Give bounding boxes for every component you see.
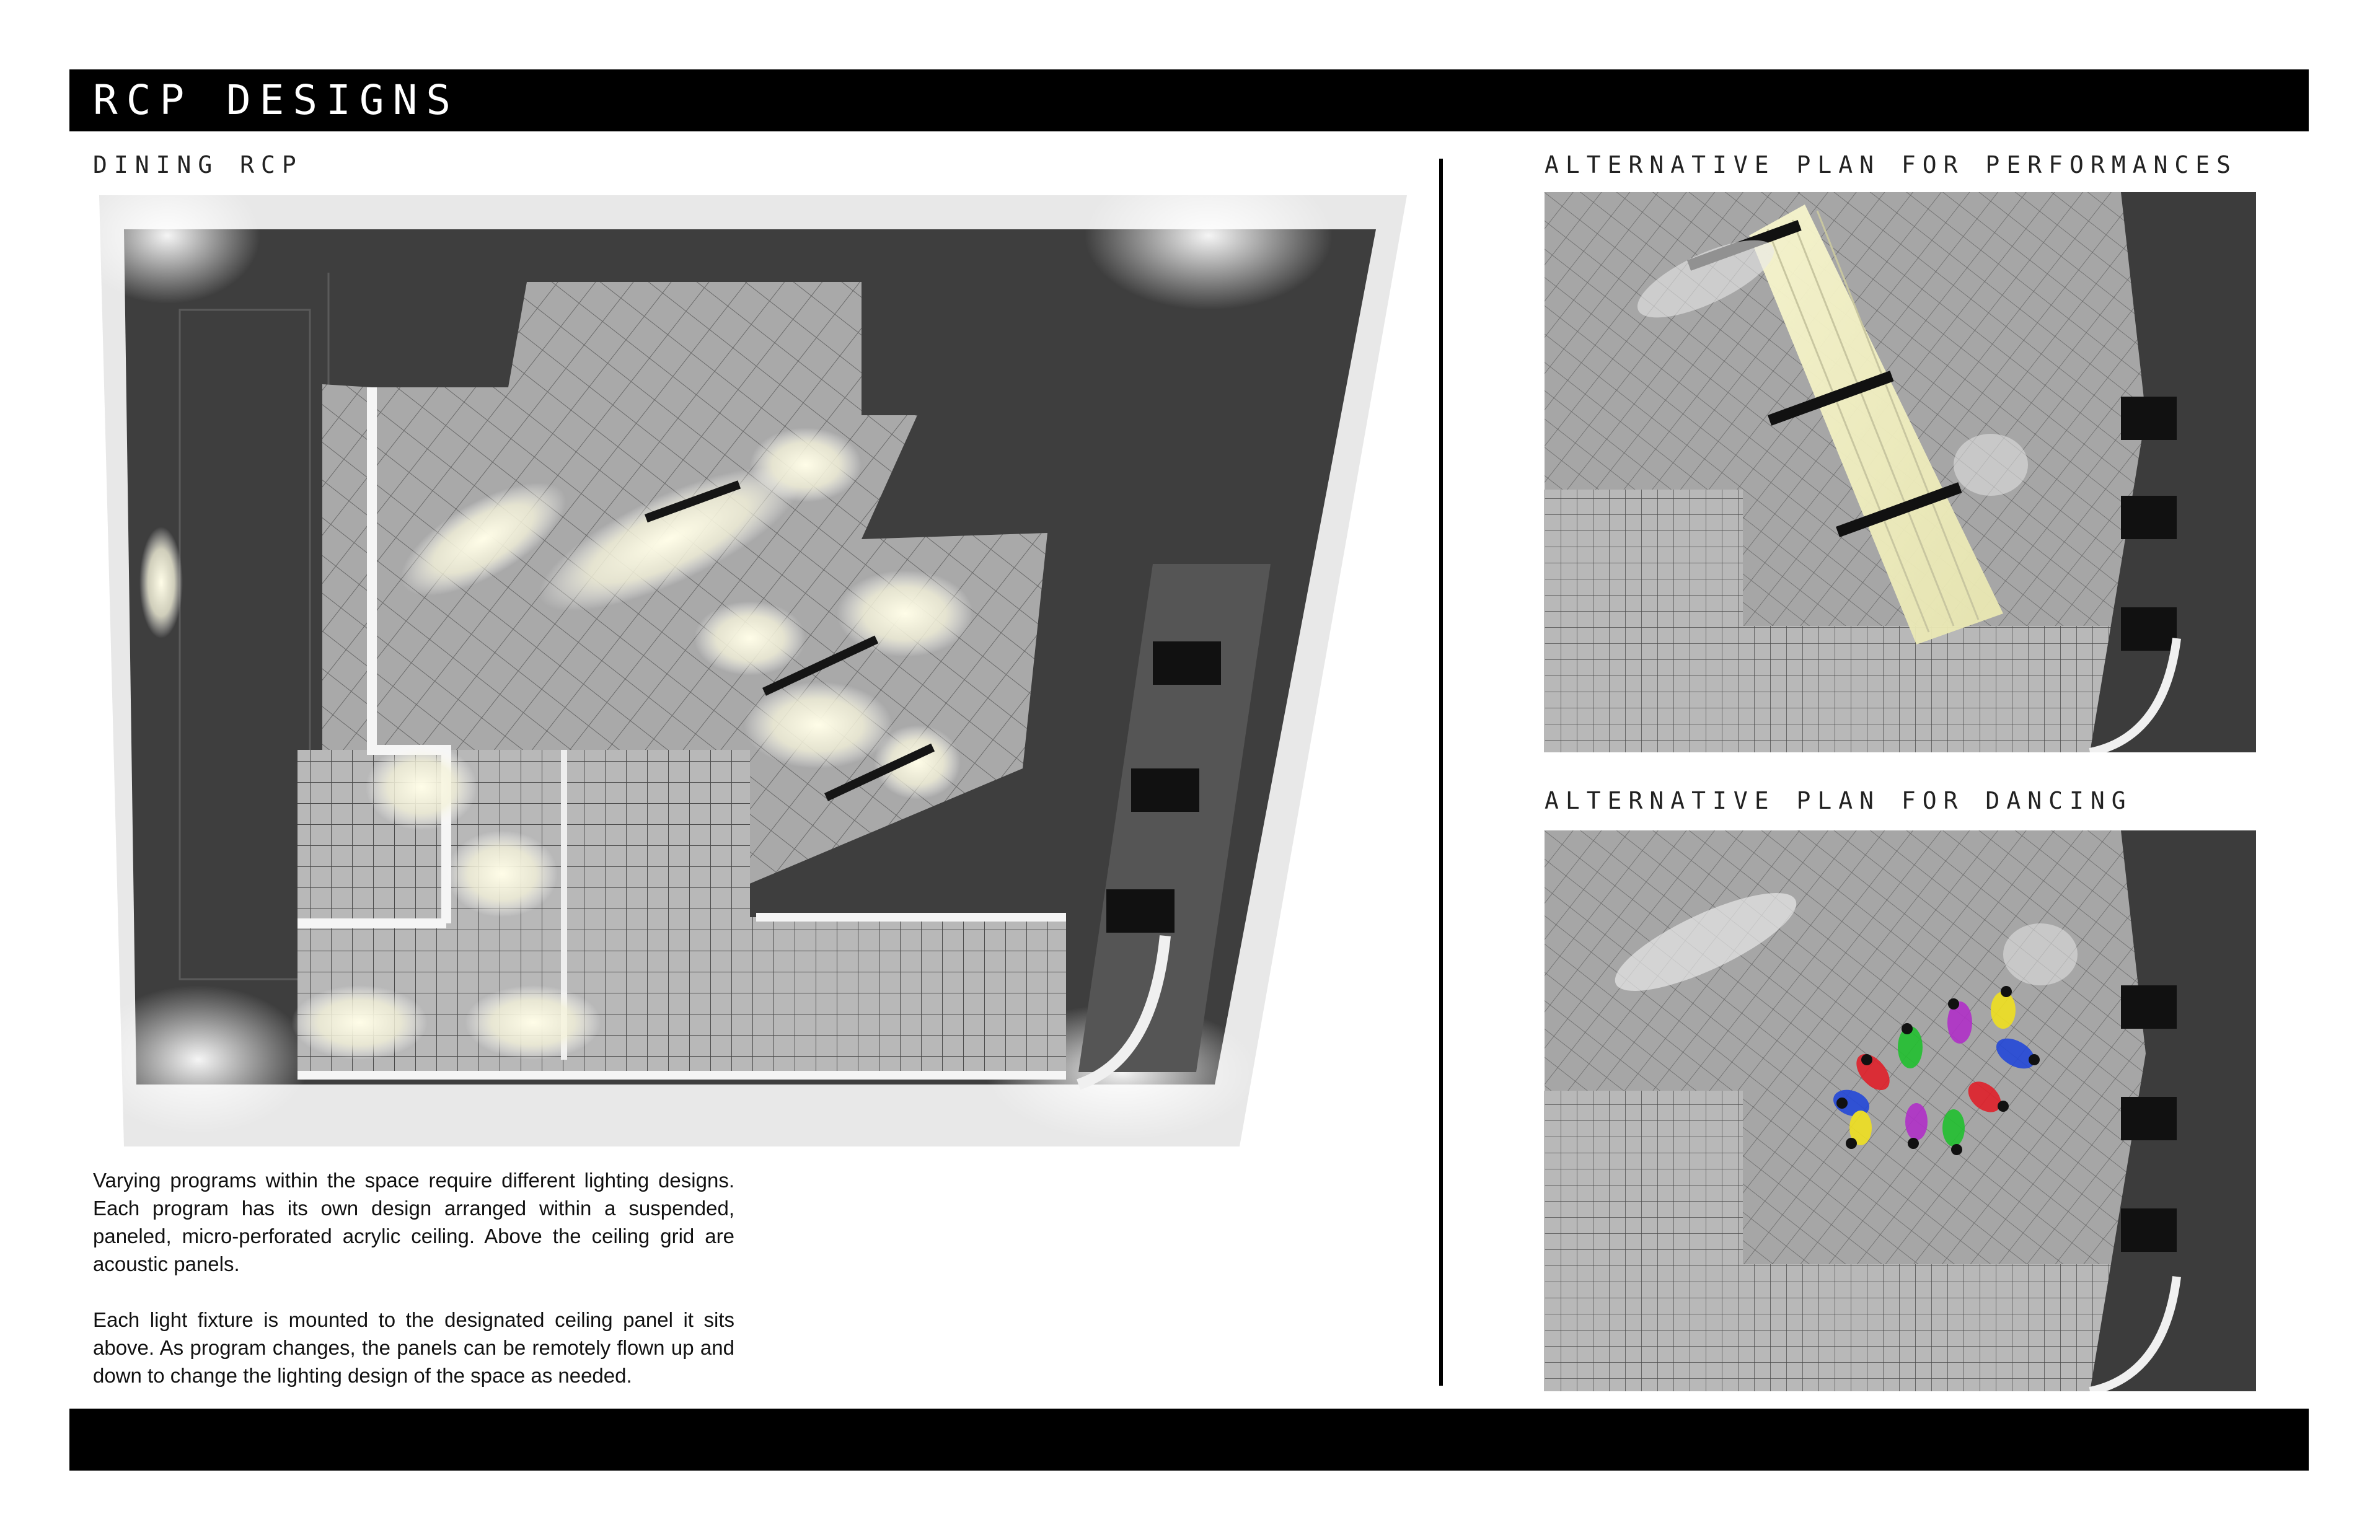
performances-plan-drawing xyxy=(1545,192,2256,752)
page-title: RCP DESIGNS xyxy=(93,76,460,124)
description-paragraph-1: Varying programs within the space require different lighting designs. Each program has its own design arranged within a suspended, paneled, micro-perforated acrylic ceiling. Above the ceiling grid are acoustic panels. xyxy=(93,1169,734,1275)
dining-rcp-drawing xyxy=(99,192,1407,1146)
dancing-plan-label: ALTERNATIVE PLAN FOR DANCING xyxy=(1545,787,2133,814)
footer-bar xyxy=(69,1409,2309,1471)
dancing-plan-drawing xyxy=(1545,830,2256,1391)
dining-rcp-label: DINING RCP xyxy=(93,151,303,178)
performances-plan-label: ALTERNATIVE PLAN FOR PERFORMANCES xyxy=(1545,151,2237,178)
dining-rcp-plan xyxy=(99,192,1407,1146)
description-paragraph-2: Each light fixture is mounted to the designated ceiling panel it sits above. As program changes, the panels can be remotely flown up and down to change the lighting design of the space as needed. xyxy=(93,1308,734,1387)
description-text xyxy=(93,1166,734,1417)
performances-plan xyxy=(1545,192,2256,752)
dancing-plan xyxy=(1545,830,2256,1391)
vertical-divider xyxy=(1439,159,1443,1386)
